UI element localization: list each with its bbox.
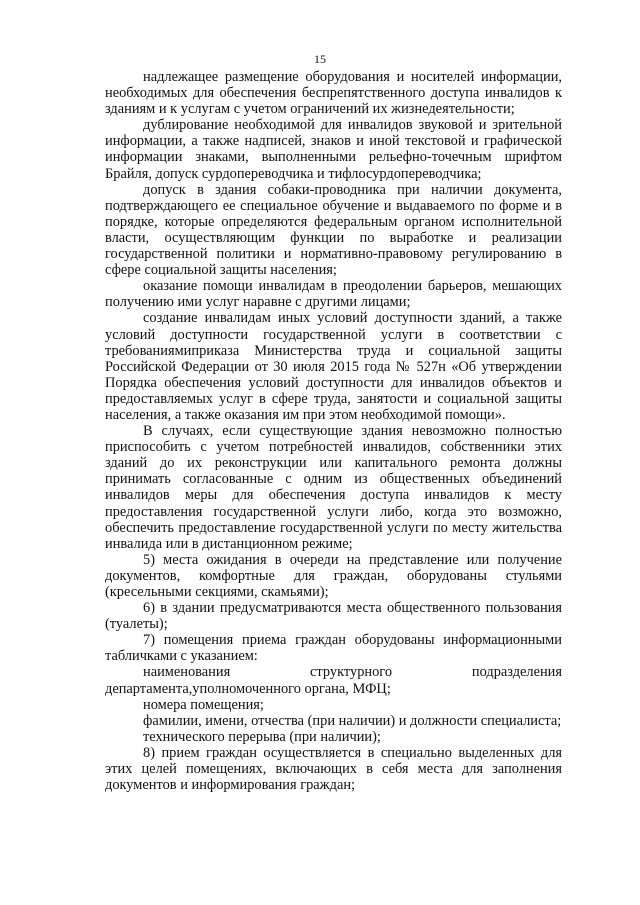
- paragraph-reception-rooms: 7) помещения приема граждан оборудованы информационными табличками с указанием:: [105, 632, 562, 665]
- paragraph-public-facilities: 6) в здании предусматриваются места общественного пользования (туалеты);: [105, 600, 562, 633]
- paragraph-guide-dog: допуск в здания собаки-проводника при наличии документа, подтверждающего ее специальное обучение и выдаваемого по форме и в порядке, которые определяются федеральным органом исполнительной власти, осуществляющим функции по выработке и реализации государственной политики и нормативно-правовому регулированию в сфере социальной защиты населения;: [105, 181, 562, 279]
- document-body: [105, 69, 562, 793]
- paragraph-existing-buildings: В случаях, если существующие здания невозможно полностью приспособить с учетом потребностей инвалидов, собственники этих зданий до их реконструкции или капитального ремонта должны принимать согласованные с одним из общественных объединений инвалидов меры для обеспечения доступа инвалидов к месту предоставления государственной услуги либо, когда это возможно, обеспечить предоставление государственной услуги по месту жительства инвалида или в дистанционном режиме;: [105, 423, 562, 552]
- paragraph-waiting-places: 5) места ожидания в очереди на представление или получение документов, комфортные для граждан, оборудованы стульями (кресельными секциями, скамьями);: [105, 551, 562, 600]
- paragraph-reception-premises: 8) прием граждан осуществляется в специально выделенных для этих целей помещениях, включающих в себя места для заполнения документов и информирования граждан;: [105, 744, 562, 794]
- list-item-specialist-name: фамилии, имени, отчества (при наличии) и должности специалиста;: [143, 712, 562, 729]
- paragraph-accessibility-conditions: создание инвалидам иных условий доступности зданий, а также условий доступности государственной услуги в соответствии с требованиямиприказа Министерства труда и социальной защиты Российской Федерации от 30 июля 2015 года № 527н «Об утверждении Порядка обеспечения условий доступности для инвалидов объектов и предоставляемых услуг в сфере труда, занятости и социальной защиты населения, а также оказания им при этом необходимой помощи».: [105, 310, 562, 423]
- list-item-room-number: номера помещения;: [143, 696, 264, 713]
- paragraph-assistance: оказание помощи инвалидам в преодолении барьеров, мешающих получению ими услуг наравне с другими лицами;: [105, 278, 562, 311]
- paragraph-information-duplication: дублирование необходимой для инвалидов звуковой и зрительной информации, а также надписей, знаков и иной текстовой и графической информации знаками, выполненными рельефно-точечным шрифтом Брайля, допуск сурдопереводчика и тифлосурдопереводчика;: [105, 117, 562, 182]
- list-item-subdivision-name: наименования структурного подразделения: [143, 664, 562, 681]
- list-item-technical-break: технического перерыва (при наличии);: [143, 728, 381, 745]
- page-number: 15: [314, 52, 326, 66]
- paragraph-equipment-placement: надлежащее размещение оборудования и носителей информации, необходимых для обеспечения беспрепятственного доступа инвалидов к зданиям и к услугам с учетом ограничений их жизнедеятельности;: [105, 69, 562, 118]
- list-item-department: департамента,уполномоченного органа, МФЦ;: [105, 680, 391, 697]
